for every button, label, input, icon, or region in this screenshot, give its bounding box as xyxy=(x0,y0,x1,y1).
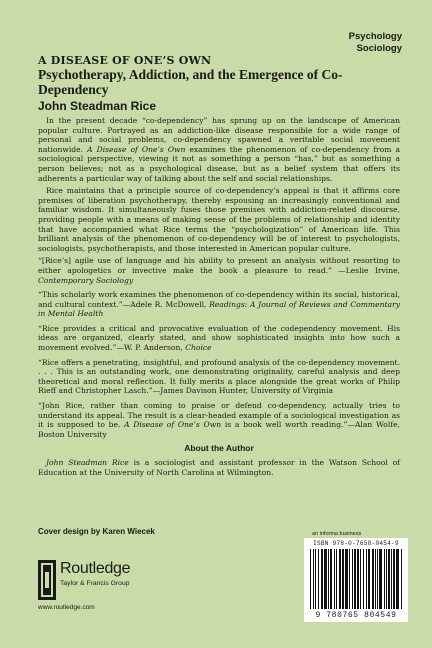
isbn-text: ISBN 978-0-7658-0454-9 xyxy=(313,540,399,547)
publisher-group: Taylor & Francis Group xyxy=(60,580,130,587)
subject-category xyxy=(349,31,402,55)
barcode-panel xyxy=(304,538,408,622)
description-paragraph: Rice maintains that a principle source of co-dependency’s appeal is that it affirms core premises of liberation psychotherapy, thereby espousing an increasingly conventional and familiar wisdom. It simultaneously fuses those premises with addiction-related discourse, providing people with a means of making sense of the problems of relationship and identity that have accompanied what Rice terms the “psychologization” of American life. This brilliant analysis of the phenomenon of co-dependency will be of interest to psychologists, sociologists, psychotherapists, and those interested in American popular culture. xyxy=(38,186,400,253)
description-paragraph: In the present decade “co-dependency” has sprung up on the landscape of American popular culture. Portrayed as an addiction-like disease responsible for a wide range of personal and social problems, co-dependency spawned a veritable social movement nationwide. A Disease of One’s Own examines the phenomenon of co-dependency from a sociological perspective, viewing it not as something a person “has,” but as something a person believes; not as a psychological disease, but as a belief system that offers its adherents a particular way of talking about the self and social relationships. xyxy=(38,116,400,183)
book-subtitle: Psychotherapy, Addiction, and the Emergence of Co-Dependency xyxy=(38,67,343,97)
review-quote: “This scholarly work examines the phenomenon of co-dependency within its social, historical, and cultural context.”—Adele R. McDowell, Readings: A Journal of Reviews and Commentary in Mental Health xyxy=(38,290,400,319)
about-author-heading: About the Author xyxy=(184,443,254,454)
cover-design-credit: Cover design by Karen Wiecek xyxy=(38,527,155,536)
informa-tagline: an informa business xyxy=(312,531,362,537)
book-author: John Steadman Rice xyxy=(38,99,157,113)
publisher-url: www.routledge.com xyxy=(38,604,95,611)
review-quote: “Rice provides a critical and provocative evaluation of the codependency movement. His ideas are organized, clearly stated, and show sophisticated insights into how such a movement evolved.”—W. P. Anderson, Choice xyxy=(38,323,400,353)
barcode-number: 9 780765 804549 xyxy=(315,611,397,620)
review-quote: “Rice offers a penetrating, insightful, and profound analysis of the co-dependency movement. . . . This is an outstanding work, one demonstrating originality, careful analysis and deep theoretical and moral reflection. It fully merits a place alongside the great works of Philip Rieff and Christopher Lasch.”—James Davison Hunter, University of Virginia xyxy=(38,357,400,396)
publisher-name: Routledge xyxy=(60,560,131,577)
subject-psychology: Psychology xyxy=(348,31,402,42)
barcode-icon xyxy=(308,549,404,609)
review-quote: “[Rice’s] agile use of language and his ability to present an analysis without resorting to either apologetics or invective make the book a pleasure to read.” —Leslie Irvine, Contemporary Sociology xyxy=(38,256,400,285)
review-quote: “John Rice, rather than coming to praise or defend co-dependency, actually tries to understand its appeal. The result is a clear-headed example of a sociological investigation as it is supposed to be. A Disease of One’s Own is a book well worth reading.”—Alan Wolfe, Boston University xyxy=(38,401,400,439)
subject-sociology: Sociology xyxy=(356,43,402,54)
routledge-logo-icon xyxy=(38,560,56,600)
blurb-body xyxy=(38,116,400,480)
about-author-text: John Steadman Rice is a sociologist and assistant professor in the Watson School of Education at the University of North Carolina at Wilmington. xyxy=(38,458,400,477)
book-title: A DISEASE OF ONE’S OWN xyxy=(38,54,212,67)
